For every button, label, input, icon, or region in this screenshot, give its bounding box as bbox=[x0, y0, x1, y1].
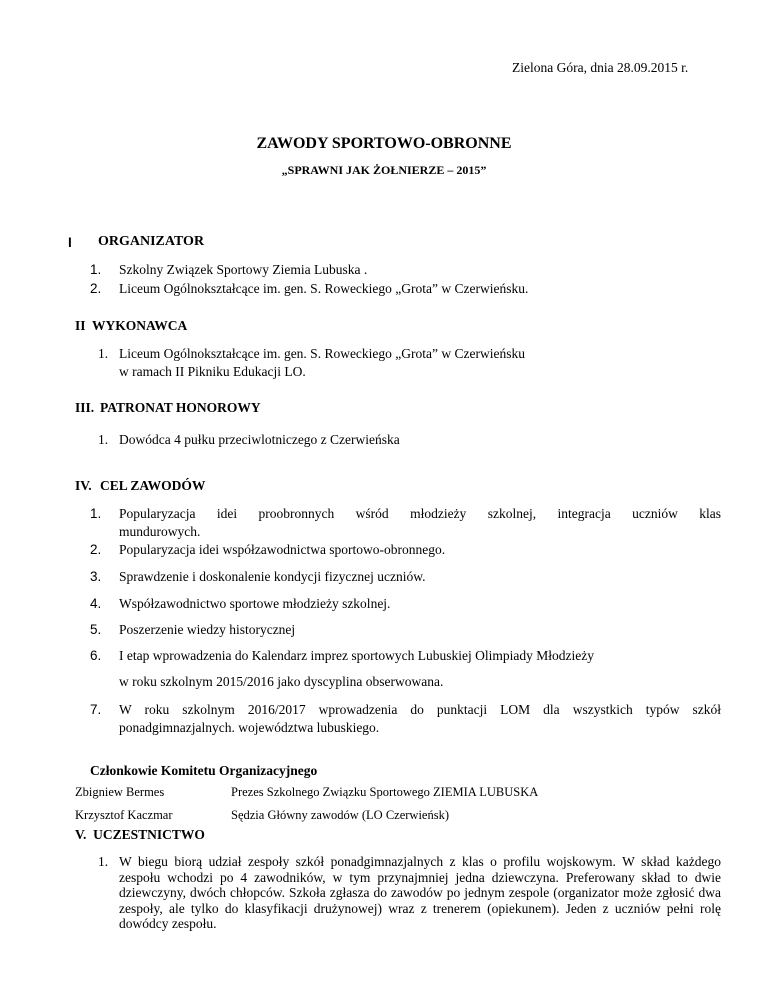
organizator-item-number: 1. bbox=[90, 262, 102, 277]
wykonawca-item-number: 1. bbox=[98, 346, 109, 361]
cel-item-line: ponadgimnazjalnych. województwa lubuskiego. bbox=[119, 720, 380, 735]
komitet-member-name: Krzysztof Kaczmar bbox=[75, 808, 173, 822]
section-iv-number: IV. bbox=[75, 478, 92, 493]
organizator-item-number: 2. bbox=[90, 281, 102, 296]
komitet-title: Członkowie Komitetu Organizacyjnego bbox=[90, 763, 318, 778]
komitet-member-role: Sędzia Główny zawodów (LO Czerwieńsk) bbox=[231, 808, 449, 822]
cel-item-number: 7. bbox=[90, 702, 102, 717]
cel-item-number: 6. bbox=[90, 648, 102, 663]
section-iii-number: III. bbox=[75, 400, 95, 415]
cel-item-number: 2. bbox=[90, 542, 102, 557]
cel-item-number: 1. bbox=[90, 506, 102, 521]
uczestnictwo-item-text: W biegu biorą udział zespoły szkół ponadgimnazjalnych z klas o profilu wojskowym. W skład każdego zespołu wchodzi po 4 zawodników, w tym przynajmniej jedna dziewczyna. Preferowany skład to dwie dziewczyny, dwóch chłopców. Szkoła zgłasza do zawodów po jednym zespole (organizator może zgłosić dwa zespoły, ale tylko do klasyfikacji drużynowej) wraz z trenerem (opiekunem). Jeden z uczniów pełni rolę dowódcy zespołu. bbox=[119, 854, 721, 931]
wykonawca-item-line: Liceum Ogólnokształcące im. gen. S. Roweckiego „Grota” w Czerwieńsku bbox=[119, 346, 525, 361]
uczestnictwo-item-number: 1. bbox=[98, 854, 109, 869]
cel-item-number: 3. bbox=[90, 569, 102, 584]
document-title: ZAWODY SPORTOWO-OBRONNE bbox=[256, 135, 512, 152]
cel-item-number: 5. bbox=[90, 622, 102, 637]
cel-item-text: Współzawodnictwo sportowe młodzieży szkolnej. bbox=[119, 596, 391, 611]
patronat-item-text: Dowódca 4 pułku przeciwlotniczego z Czerwieńska bbox=[119, 432, 400, 447]
cel-item-line: Popularyzacja idei proobronnych wśród młodzieży szkolnej, integracja uczniów klas bbox=[119, 506, 721, 521]
cel-item-line: mundurowych. bbox=[119, 524, 201, 539]
cel-item-number: 4. bbox=[90, 596, 102, 611]
section-i-title: ORGANIZATOR bbox=[98, 234, 205, 249]
section-i-number: I bbox=[68, 235, 72, 250]
wykonawca-item-line: w ramach II Pikniku Edukacji LO. bbox=[119, 364, 306, 379]
komitet-member-name: Zbigniew Bermes bbox=[75, 785, 165, 799]
cel-item-line: w roku szkolnym 2015/2016 jako dyscyplina obserwowana. bbox=[119, 674, 444, 689]
patronat-item-number: 1. bbox=[98, 432, 109, 447]
section-iii-title: PATRONAT HONOROWY bbox=[100, 400, 261, 415]
section-v-heading: V. UCZESTNICTWO bbox=[75, 827, 205, 842]
organizator-item-text: Liceum Ogólnokształcące im. gen. S. Roweckiego „Grota” w Czerwieńsku. bbox=[119, 281, 529, 296]
cel-item-line: I etap wprowadzenia do Kalendarz imprez sportowych Lubuskiej Olimpiady Młodzieży bbox=[119, 648, 594, 663]
komitet-member-role: Prezes Szkolnego Związku Sportowego ZIEMIA LUBUSKA bbox=[231, 785, 539, 799]
cel-item-line: W roku szkolnym 2016/2017 wprowadzenia do punktacji LOM dla wszystkich typów szkół bbox=[119, 702, 721, 717]
section-ii-heading: II WYKONAWCA bbox=[75, 318, 188, 333]
organizator-item-text: Szkolny Związek Sportowy Ziemia Lubuska . bbox=[119, 262, 368, 277]
cel-item-text: Sprawdzenie i doskonalenie kondycji fizycznej uczniów. bbox=[119, 569, 426, 584]
cel-item-text: Poszerzenie wiedzy historycznej bbox=[119, 622, 296, 637]
cel-item-text: Popularyzacja idei współzawodnictwa sportowo-obronnego. bbox=[119, 542, 446, 557]
document-subtitle: „SPRAWNI JAK ŻOŁNIERZE – 2015” bbox=[281, 163, 487, 177]
place-date: Zielona Góra, dnia 28.09.2015 r. bbox=[512, 60, 689, 75]
section-iv-title: CEL ZAWODÓW bbox=[100, 478, 206, 493]
